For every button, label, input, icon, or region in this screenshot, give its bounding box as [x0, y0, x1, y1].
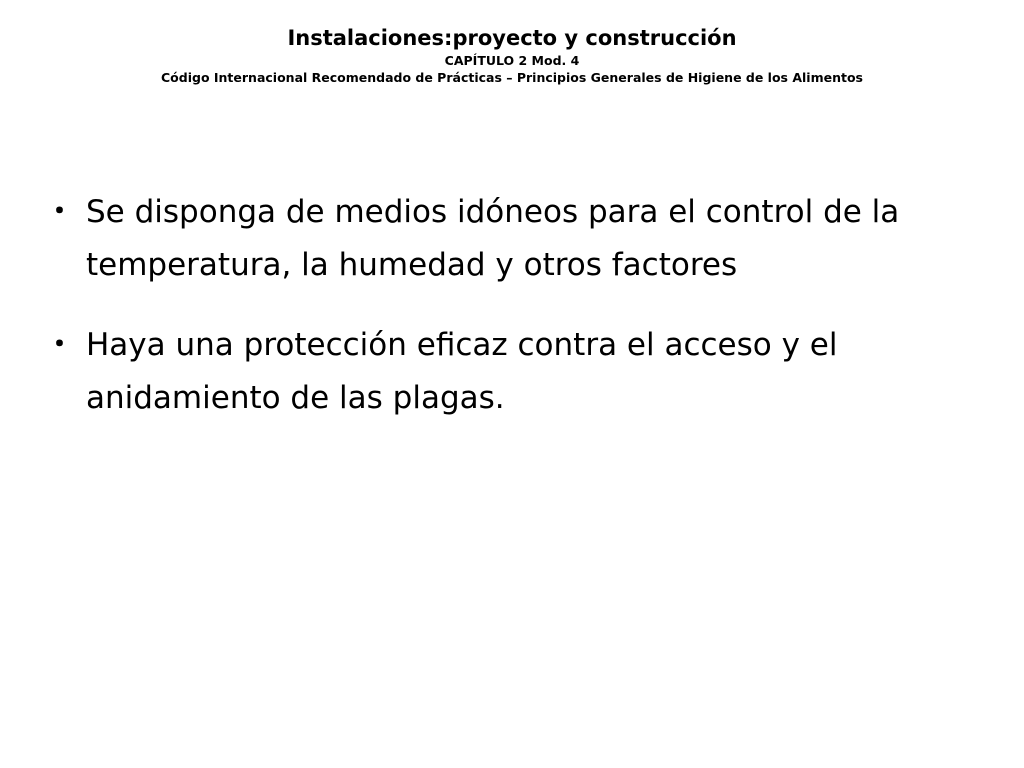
- chapter-label: CAPÍTULO 2 Mod. 4: [444, 53, 580, 68]
- bullet-item: [44, 319, 984, 425]
- bullet-text: Haya una protección eficaz contra el acceso y el anidamiento de las plagas.: [86, 327, 838, 416]
- bullet-list: [44, 186, 984, 452]
- bullet-marker-icon: ・: [44, 194, 75, 230]
- bullet-text: Se disponga de medios idóneos para el control de la temperatura, la humedad y otros factores: [86, 194, 900, 283]
- slide-title: Instalaciones:proyecto y construcción: [287, 26, 737, 50]
- bullet-item: [44, 186, 984, 292]
- bullet-marker-icon: ・: [44, 327, 75, 363]
- code-subtitle: Código Internacional Recomendado de Prácticas – Principios Generales de Higiene de los Alimentos: [161, 70, 863, 85]
- slide-header: [0, 24, 1024, 86]
